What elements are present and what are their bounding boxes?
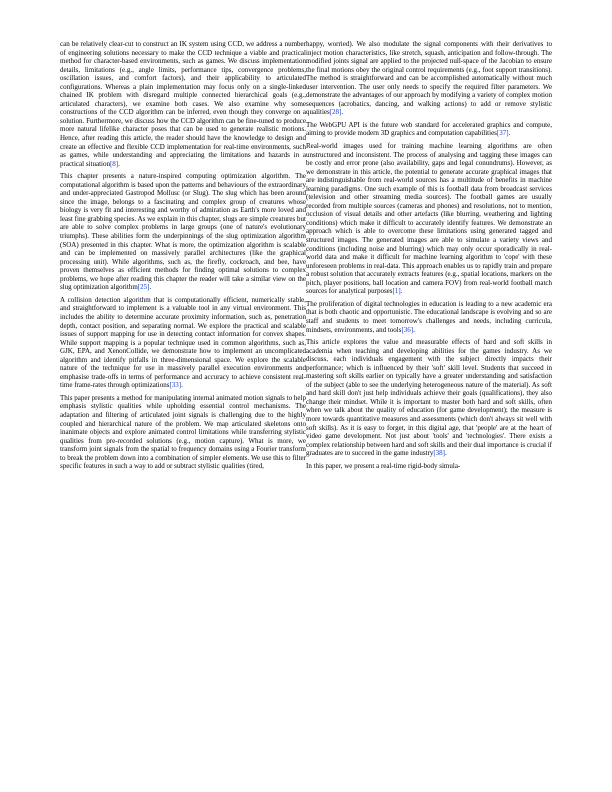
paragraph (306, 142, 552, 296)
paragraph-tail: . (508, 129, 511, 138)
citation-link[interactable]: [38] (433, 449, 445, 458)
citation-link[interactable]: [1] (392, 287, 401, 296)
paragraph-tail: . (444, 449, 447, 458)
paragraph-tail: . (400, 287, 403, 296)
paragraph-text: This paper presents a method for manipulating internal animated motion signals to help emphasis stylistic qualities while upholding essential control mechanisms. The adaptation and filtering of articulated joint signals is challenging due to the highly coupled and hierarchical nature of the problem. We map articulated skeletons onto inanimate objects and explore animated control limitations while transferring stylistic qualities from pre-recorded solutions (e.g., motion capture). What is more, we transform joint signals from the spatial to frequency domains using a Fourier transform to break the problem down into a combination of simpler elements. We use this to filter specific features in such a way to add or subtract stylistic qualities (tired, (60, 393, 306, 471)
paragraph (60, 296, 306, 390)
citation-link[interactable]: [8] (109, 159, 119, 168)
paragraph (306, 40, 552, 117)
paragraph-text: In this paper, we present a real-time rigid-body simula- (306, 461, 461, 470)
paragraph-tail: . (118, 159, 120, 168)
paragraph-text: happy, worried). We also modulate the signal components with their derivatives to inject motion characteristics, like stretch, squash, anticipation and follow-through. The modified joints signal are applied to the projected null-space of the Jacobian to ensure the final motions obey the original control requirements (e.g., foot support transitions). The method is straightforward and can be accomplished automatically without much user intervention. The user only needs to specify the required filter parameters. We demonstrate the advantages of our approach by modifying a variety of complex motion sequences (acrobatics, dancing, and walking actions) to add or remove stylistic qualities (306, 40, 552, 117)
paragraph (306, 462, 552, 471)
paragraph (60, 172, 306, 292)
paragraph-tail: . (181, 381, 183, 390)
paragraph-tail: . (341, 108, 344, 117)
paragraph (60, 394, 306, 471)
paragraph-tail: . (413, 325, 415, 334)
citation-link[interactable]: [36] (401, 325, 414, 334)
citation-link[interactable]: [33] (169, 381, 182, 390)
paragraph-text: This chapter presents a nature-inspired computing optimization algorithm. The computational algorithm is based upon the patterns and behaviours of the extraordinary and under-appreciated Gastropod Mollusc (or Slug). The slug which has been around since the image, belongs to a fascinating and complex group of creatures whose biology is very fit and interesting and worthy of admiration as Earth's more loved and least fine grabbing species. As we explain in this chapter, slugs are simple creatures but are able to solve complex problems in large groups (one of nature's evolutionary triumphs). These abilities form the underpinnings of the slug optimization algorithm (SOA) presented in this chapter. What is more, the optimization algorithm is scalable and can be implemented on massively parallel architectures (like the graphical processing unit). While algorithms, such as, the firefly, cockroach, and bee, have proven themselves as efficient methods for finding optimal solutions to complex problems, we hope after reading this chapter the reader will take a similar view on the slug optimization algorithm (60, 172, 306, 292)
paragraph (306, 121, 552, 138)
right-column (306, 40, 552, 470)
paragraph-text: This article explores the value and measurable effects of hard and soft skills in academia when teaching and developing abilities for the games industry. As we discuss, each individuals engagement with the subject directly impacts their performance; which is influenced by their 'soft' skill level. Students that succeed in mastering soft skills earlier on typically have a greater understanding and satisfaction of the subject (able to see the underlying heterogeneous nature of the material). As soft and hard skill don't just help individuals achieve their goals (qualifications), they also change their mindset. While it is important to master both hard and soft skills, often when we talk about the quality of education (for game development); the measure is more towards quantitative measures and assessments (which don't always sit well with soft skills). As it is easy to forget, in this digital age, that 'people' are at the heart of video game development. Not just about 'tools' and 'technologies'. There exists a complex relationship between hard and soft skills and their dual importance is crucial if graduates are to succeed in the game industry (306, 338, 552, 458)
paragraph (306, 338, 552, 458)
citation-link[interactable]: [25] (137, 283, 150, 292)
paragraph-text: Real-world images used for training machine learning algorithms are often unstructured and inconsistent. The process of analysing and tagging these images can be costly and error prone (also availability, gaps and legal conundrums). However, as we demonstrate in this article, the potential to generate accurate graphical images that are indistinguishable from real-world sources has a multitude of benefits in machine learning paradigms. One such example of this is football data from broadcast services (television and other streaming media sources). The football games are usually recorded from multiple sources (cameras and phones) and resolutions, not to mention, occlusion of visual details and other artefacts (like blurring, weathering and lighting conditions) which make it difficult to accurately identify features. We demonstrate an approach which is able to overcome these limitations using generated tagged and structured images. The generated images are able to simulate a variety views and conditions (including noise and blurring) which may only occur sporadically in real-world data and make it difficult for machine learning algorithm to 'cope' with these unforeseen problems in real-data. This approach enables us to rapidly train and prepare a robust solution that accurately extracts features (e.g., spatial locations, markers on the pitch, player positions, ball location and camera FOV) from real-world football match sources for analytical purposes (306, 142, 552, 296)
paragraph-text: can be relatively clear-cut to construct an IK system using CCD, we address a number of engineering solutions necessary to make the CCD technique a viable and practical method for character-based environments, such as games. We discuss implementation details, limitations (e.g., angle limits, performance tips, convergence problems, oscillation issues, and comfort factors), and their applicability to articulated configurations. Whereas a plain implementation may focus only on a single-linked chained IK problem with disregard multiple connected hierarchical goals (e.g., articulated characters), we examine both cases. We also examine why some constructions of the CCD algorithm can be inferred, even though they converge on a solution. Furthermore, we discuss how the CCD algorithm can be fine-tuned to produce more natural lifelike character poses that can be used to generate realistic motions. Hence, after reading this article, the reader should have the knowledge to design and create an effective and flexible CCD implementation for real-time environments, such as games, while understanding and appreciating the limitations and hazards in a practical situation (60, 40, 306, 168)
paragraph (60, 40, 306, 168)
paragraph-tail: . (149, 283, 152, 292)
paragraph-text: A collision detection algorithm that is computationally efficient, numerically stable, and straightforward to implement is a valuable tool in any virtual environment. This includes the ability to determine accurate proximity information, such as, penetration depth, contact position, and separating normal. We explore the practical and scalable issues of support mapping for use in detecting contact information for convex shapes. While support mapping is a popular technique used in common algorithms, such as, GJK, EPA, and XenonCollide, we demonstrate how to implement an uncomplicated algorithm and identify pitfalls in three-dimensional space. We explore the scalable nature of the technique for use in massively parallel execution environments and emphasise trade-offs in terms of performance and accuracy to achieve consistent real-time frame-rates through optimizations (60, 295, 306, 390)
citation-link[interactable]: [28] (329, 108, 342, 117)
left-column (60, 40, 306, 471)
citation-link[interactable]: [37] (496, 129, 509, 138)
paragraph-text: The proliferation of digital technologies in education is leading to a new academic era that is both chaotic and opportunistic. The educational landscape is evolving and so are staff and students to meet tomorrow's challenges and needs, including curricula, mindsets, environments, and tools (306, 299, 552, 334)
paragraph-text: The WebGPU API is the future web standard for accelerated graphics and compute, aiming to provide modern 3D graphics and computation capabilities (306, 120, 552, 138)
paragraph (306, 300, 552, 334)
